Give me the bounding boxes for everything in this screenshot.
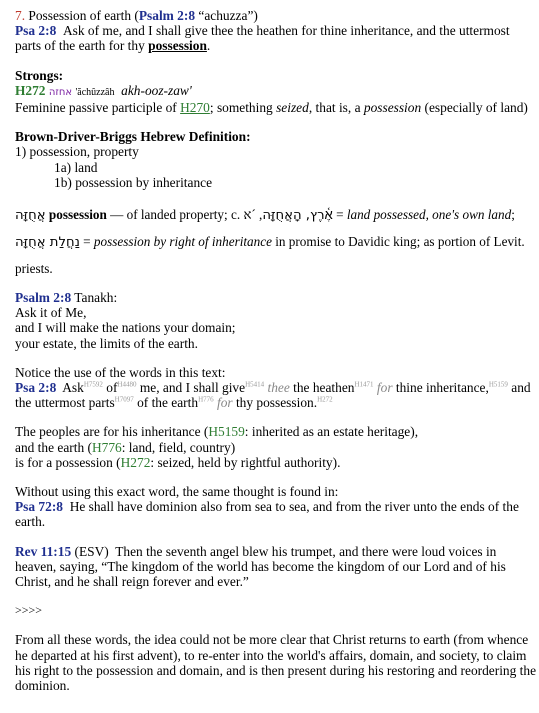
strongs-translit: 'ăchûzzâh	[75, 86, 115, 98]
intro-block: 7. Possession of earth (Psalm 2:8 “achuzza”) Psa 2:8 Ask of me, and I shall give thee the heathen for thine inheritance, and the uttermost parts of the earth for thy possession.	[15, 8, 510, 54]
verse-text: Ask of me, and I shall give thee the heathen for thine inheritance, and the uttermost parts of the earth for thy	[15, 23, 510, 54]
strongs-ref[interactable]: H776	[91, 439, 122, 455]
strongs-tag[interactable]: H1471	[354, 380, 374, 389]
bdb-subline: 1b) possession by inheritance	[54, 174, 213, 190]
lexicon-entry: אֲחֻזָּה possession — of landed property; c. אֶ֫רֶץ, הָאֲחֻזָּה, ´א = land possessed, one's own land; נַחֲלַת אֲחֻזָּה = possession by right of inheritance in promise to Davidic king; as portion of Levit. priests.	[15, 207, 525, 277]
strongs-number[interactable]: H272	[15, 82, 46, 98]
verse-ref[interactable]: Psa 2:8	[15, 23, 57, 39]
conclusion-paragraph: From all these words, the idea could not be more clear that Christ returns to earth (from whence he departed at his first advent), to re-enter into the world's affairs, domain, and society, to claim his right to the possession and domain, and is then present during his restoring and reordering the dominion.	[15, 632, 537, 694]
peoples-block: The peoples are for his inheritance (H5159: inherited as an estate heritage), and the earth (H776: land, field, country) is for a possession (H272: seized, held by rightful authority).	[15, 424, 419, 470]
bdb-block	[15, 129, 538, 190]
strongs-tag[interactable]: H776	[198, 395, 214, 404]
bdb-line: 1) possession, property	[15, 144, 139, 160]
notice-block: Notice the use of the words in this text: Psa 2:8 Ask$^{H7592}$ $of^{H4480}$ me, and I shall give$^{H5414}$ thee the heathen$^{H1471}$ for thine inheritance,$^{H5159}$ and the uttermost parts$^{H7097}$ of the earth$^{H776}$ for thy possession.$^{H272}$	[15, 364, 531, 411]
strongs-tag[interactable]: H7592	[83, 380, 103, 389]
tanakh-ref[interactable]: Psalm 2:8	[15, 290, 72, 306]
strongs-heading: Strongs:	[15, 67, 64, 83]
strongs-hebrew: אחזה	[48, 86, 73, 98]
strongs-pron: akh-ooz-zaw'	[121, 82, 192, 98]
verse-keyword: possession	[148, 38, 207, 54]
section-title: 7. Possession of earth (Psalm 2:8 “achuzza”)	[15, 8, 258, 23]
rev-ref[interactable]: Rev 11:15	[15, 543, 72, 559]
item-number: 7.	[15, 8, 26, 23]
strongs-block: Strongs: H272 אחזה 'ăchûzzâh akh-ooz-zaw' Feminine passive participle of H270; something seized, that is, a possession (especially of land)	[15, 67, 528, 116]
notice-ref[interactable]: Psa 2:8	[15, 380, 57, 396]
arrows-divider: >>>>	[15, 603, 43, 618]
strongs-tag[interactable]: H4480	[117, 380, 137, 389]
tanakh-block: Psalm 2:8 Tanakh: Ask it of Me, and I will make the nations your domain; your estate, the limits of the earth.	[15, 290, 236, 351]
psalm72-ref[interactable]: Psa 72:8	[15, 499, 63, 515]
without-block: Without using this exact word, the same thought is found in: Psa 72:8 He shall have dominion also from sea to sea, and from the river unto the ends of the earth.	[15, 484, 519, 530]
strongs-tag[interactable]: H5159	[488, 380, 508, 389]
lexicon-hebrew: אֲחֻזָּה	[15, 208, 46, 224]
strongs-tag[interactable]: H272	[317, 395, 333, 404]
bdb-subline: 1a) land	[54, 159, 98, 175]
strongs-ref[interactable]: H272	[120, 454, 151, 470]
psalm-ref[interactable]: Psalm 2:8	[138, 8, 196, 23]
strongs-ref[interactable]: H5159	[208, 424, 245, 440]
strongs-link[interactable]: H270	[180, 100, 210, 116]
rev-block: Rev 11:15 (ESV) Then the seventh angel blew his trumpet, and there were loud voices in heaven, saying, “The kingdom of the world has become the kingdom of our Lord and of his Christ, and he shall reign forever and ever.”	[15, 543, 506, 590]
strongs-tag[interactable]: H5414	[245, 380, 265, 389]
bdb-heading: Brown-Driver-Briggs Hebrew Definition:	[15, 129, 251, 145]
strongs-tag[interactable]: H7097	[114, 395, 134, 404]
